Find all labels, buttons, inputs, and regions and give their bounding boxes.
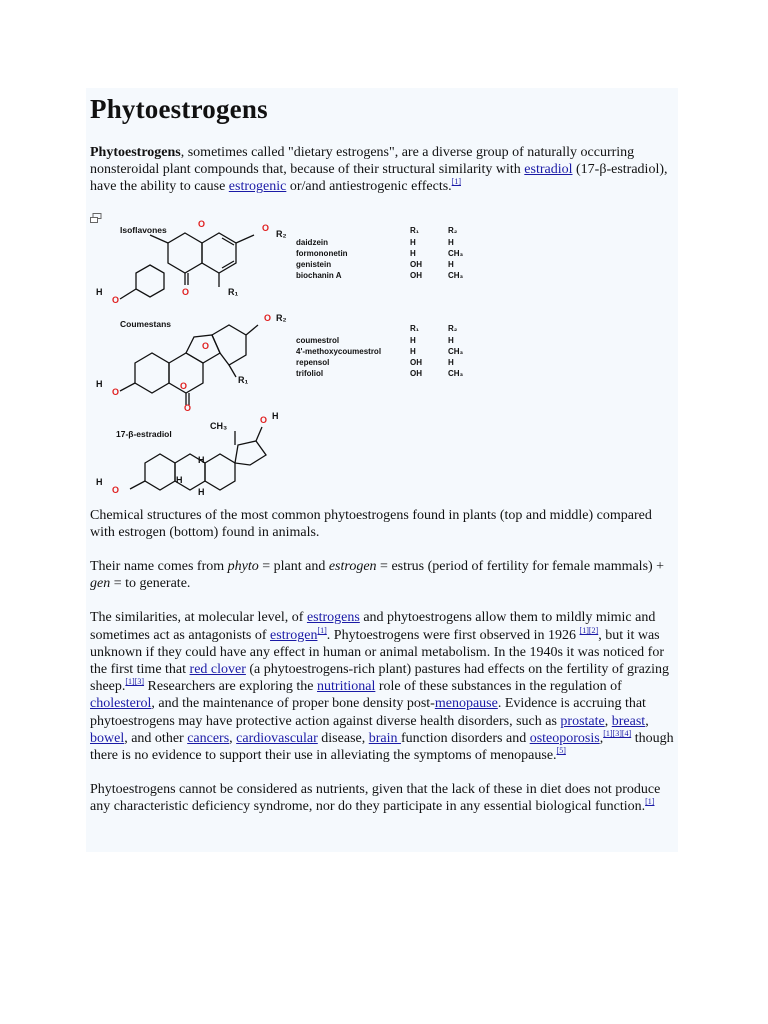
svg-text:O: O: [182, 286, 190, 297]
svg-text:O: O: [264, 312, 272, 323]
link-bowel[interactable]: bowel: [90, 730, 125, 746]
svg-text:4'-methoxycoumestrol: 4'-methoxycoumestrol: [296, 346, 382, 356]
nutrients-paragraph: Phytoestrogens cannot be considered as nutrients, given that the lack of these in diet does not produce any characteristic deficiency syndrome, nor do they participate in any essential biological function.[1]: [90, 782, 661, 815]
reference-link[interactable]: [1]: [645, 797, 655, 807]
svg-text:R₁: R₁: [410, 225, 420, 235]
intro-paragraph: Phytoestrogens, sometimes called "dietary estrogens", are a diverse group of naturally occurring nonsteroidal plant compounds that, because of their structural similarity with estradiol (17-β-estradiol), have the ability to cause estrogenic or/and antiestrogenic effects.[1]: [90, 145, 668, 195]
link-cardiovascular[interactable]: cardiovascular: [236, 730, 318, 746]
link-red-clover[interactable]: red clover: [189, 662, 246, 678]
svg-text:O: O: [112, 386, 120, 397]
svg-text:O: O: [184, 402, 192, 413]
isoflavones-table: [296, 226, 464, 280]
svg-text:O: O: [262, 222, 270, 233]
svg-text:H: H: [410, 335, 416, 345]
svg-text:H: H: [448, 259, 454, 269]
svg-text:R₂: R₂: [448, 323, 458, 333]
reference-link[interactable]: [1]: [317, 625, 327, 635]
coumestans-table: [296, 324, 464, 378]
svg-text:genistein: genistein: [296, 259, 332, 269]
link-estradiol[interactable]: estradiol: [524, 162, 573, 178]
svg-text:O: O: [202, 340, 210, 351]
svg-text:R₂: R₂: [276, 312, 287, 323]
svg-text:CH₃: CH₃: [448, 248, 464, 258]
link-brain[interactable]: brain: [368, 730, 401, 746]
link-menopause[interactable]: menopause: [434, 696, 498, 712]
svg-text:OH: OH: [410, 357, 422, 367]
link-osteoporosis[interactable]: osteoporosis: [529, 730, 600, 746]
link-cholesterol[interactable]: cholesterol: [90, 696, 152, 712]
reference-link[interactable]: [1][3]: [125, 677, 145, 687]
svg-text:H: H: [198, 454, 205, 465]
svg-text:R₁: R₁: [410, 323, 420, 333]
svg-text:R₂: R₂: [276, 228, 287, 239]
reference-link[interactable]: [1]: [451, 177, 461, 187]
svg-text:daidzein: daidzein: [296, 237, 329, 247]
reference-link[interactable]: [1][2]: [579, 625, 599, 635]
chemical-structures-diagram: [90, 213, 490, 503]
svg-text:OH: OH: [410, 368, 422, 378]
svg-text:O: O: [112, 294, 120, 305]
link-cancers[interactable]: cancers: [187, 730, 230, 746]
svg-text:H: H: [448, 335, 454, 345]
svg-text:H: H: [96, 476, 103, 487]
coumestans-label: Coumestans: [120, 318, 172, 329]
reference-link[interactable]: [1][3][4]: [603, 728, 632, 738]
enlarge-icon[interactable]: [90, 213, 102, 223]
svg-text:CH₃: CH₃: [210, 420, 228, 431]
svg-text:H: H: [272, 410, 279, 421]
svg-text:O: O: [260, 414, 268, 425]
etymology-paragraph: Their name comes from phyto = plant and estrogen = estrus (period of fertility for female mammals) + gen = to generate.: [90, 559, 665, 592]
link-estrogens[interactable]: estrogens: [306, 610, 360, 626]
intro-bold-term: Phytoestrogens: [90, 145, 181, 160]
svg-text:CH₃: CH₃: [448, 346, 464, 356]
svg-text:repensol: repensol: [296, 357, 330, 367]
svg-text:R₂: R₂: [448, 225, 458, 235]
svg-text:R₁: R₁: [238, 374, 249, 385]
svg-text:trifoliol: trifoliol: [296, 368, 324, 378]
chemical-structures-figure: [90, 213, 490, 503]
svg-text:H: H: [198, 486, 205, 497]
svg-text:CH₃: CH₃: [448, 270, 464, 280]
svg-text:biochanin A: biochanin A: [296, 270, 342, 280]
link-estrogen[interactable]: estrogen: [270, 627, 318, 643]
svg-text:coumestrol: coumestrol: [296, 335, 340, 345]
link-breast[interactable]: breast: [611, 713, 646, 729]
estradiol-label: 17-β-estradiol: [116, 428, 172, 439]
svg-text:H: H: [96, 286, 103, 297]
article-content: [90, 92, 680, 833]
isoflavones-label: Isoflavones: [120, 224, 167, 235]
svg-text:O: O: [180, 380, 188, 391]
svg-text:H: H: [410, 237, 416, 247]
page-title: Phytoestrogens: [90, 94, 268, 124]
svg-text:H: H: [410, 248, 416, 258]
svg-text:H: H: [176, 474, 183, 485]
svg-text:R₁: R₁: [228, 286, 239, 297]
svg-text:O: O: [112, 484, 120, 495]
svg-text:H: H: [410, 346, 416, 356]
link-estrogenic[interactable]: estrogenic: [228, 179, 287, 195]
svg-text:H: H: [96, 378, 103, 389]
svg-text:O: O: [198, 218, 206, 229]
link-prostate[interactable]: prostate: [560, 713, 605, 729]
history-paragraph: The similarities, at molecular level, of estrogens and phytoestrogens allow them to mildly mimic and sometimes act as antagonists of estrogen[1]. Phytoestrogens were first observed in 1926 [1][2], but it was unknown if they could have any effect in human or animal metabolism. In the 1940s it was noticed for the first time that red clover (a phytoestrogens-rich plant) pastures had effects on the fertility of grazing sheep.[1][3] Researchers are exploring the nutritional role of these substances in the regulation of cholesterol, and the maintenance of proper bone density post-menopause. Evidence is accruing that phytoestrogens may have protective action against diverse health disorders, such as prostate, breast, bowel, and other cancers, cardiovascular disease, brain function disorders and osteoporosis,[1][3][4] though there is no evidence to support their use in alleviating the symptoms of menopause.[5]: [90, 610, 674, 764]
svg-text:OH: OH: [410, 270, 422, 280]
svg-text:OH: OH: [410, 259, 422, 269]
reference-link[interactable]: [5]: [556, 746, 566, 756]
svg-text:CH₃: CH₃: [448, 368, 464, 378]
figure-caption: Chemical structures of the most common phytoestrogens found in plants (top and middle) compared with estrogen (bottom) found in animals.: [90, 507, 652, 540]
svg-text:H: H: [448, 357, 454, 367]
link-nutritional[interactable]: nutritional: [317, 679, 376, 695]
svg-text:formononetin: formononetin: [296, 248, 348, 258]
svg-text:H: H: [448, 237, 454, 247]
